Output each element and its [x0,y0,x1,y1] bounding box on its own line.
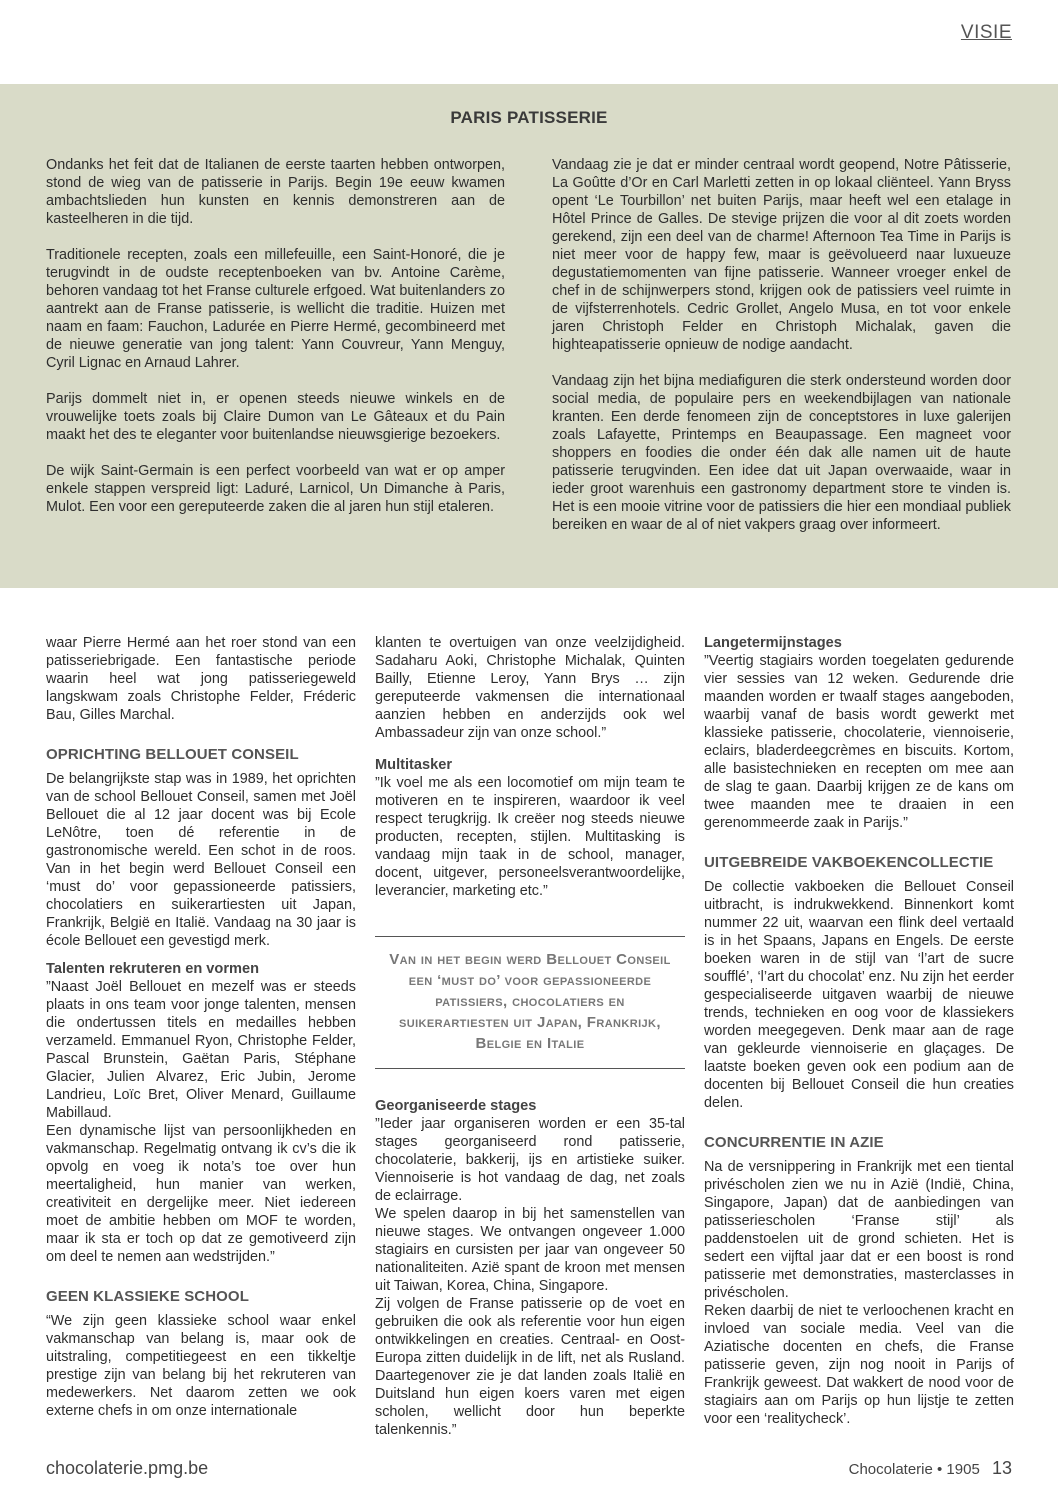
body-paragraph: We spelen daarop in bij het samenstellen van nieuwe stages. We ontvangen ongeveer 1.000 stagiairs en cursisten per jaar van ongeveer 50 nationaliteiten. Azië spant de kroon met mensen uit Taiwan, Korea, China, Singapore. [375,1206,685,1294]
footer-page-info [849,1458,1012,1479]
body-paragraph: Na de versnippering in Frankrijk met een tiental privéscholen zien we nu in Azië (Indië, China, Singapore, Japan) dat de aanbiedingen van patisseriescholen ‘Franse stijl’ als paddenstoelen uit de grond schieten. Het is sedert een vijftal jaar dat er een boost is rond patisserie met demonstraties, masterclasses in privéscholen. [704,1159,1014,1301]
article-column-3 [704,634,1014,1428]
section-heading: CONCURRENTIE IN AZIE [704,1134,884,1151]
feature-box-left-column [46,156,505,534]
feature-paragraph: Vandaag zie je dat er minder centraal wordt geopend, Notre Pâtisserie, La Goûtte d’Or en Carl Marletti zetten in op lokaal cliënteel. Yann Bryss opent ‘Le Tourbillon’ net buiten Parijs, maar heeft wel een etalage in Hôtel Prince de Galles. De stevige prijzen die voor al dit zoets worden gerekend, zijn een deel van de charme! Afternoon Tea Time in Parijs is niet meer voor de happy few, maar is geëvolueerd naar luxueuze degustatiemomenten van fijne patisserie. Wanneer vroeger enkel de chef in de schijnwerpers stond, krijgen ook de patissiers veel ruimte in de vijfsterrenhotels. Cedric Grollet, Angelo Musa, en tot voor enkele jaren Christoph Felder en Christoph Michalak, gaven die highteapatisserie opnieuw de nodige aandacht. [552,157,1011,353]
feature-paragraph: Traditionele recepten, zoals een millefeuille, een Saint-Honoré, die je terugvindt in de oudste receptenboeken van bv. Antoine Carème, behoren vandaag tot het Franse culturele erfgoed. Wat buitenlanders zo aantrekt aan de Franse patisserie, is wellicht die traditie. Huizen met naam en faam: Fauchon, Ladurée en Pierre Hermé, gecombineerd met de nieuwe generatie van jong talent: Yann Couvreur, Yann Menguy, Cyril Lignac en Arnaud Lahrer. [46,247,505,371]
feature-box-right-column [552,156,1011,552]
page-number: 13 [991,1458,1012,1478]
subheading: Multitasker [375,757,453,773]
body-paragraph: De belangrijkste stap was in 1989, het oprichten van de school Bellouet Conseil, samen met Joël Bellouet die al 12 jaar docent was bij Ecole LeNôtre, toen dé referentie in de gastronomische wereld. Een schot in de roos. Van in het begin werd Bellouet Conseil een ‘must do’ voor gepassioneerde patissiers, chocolatiers en suikerartiesten uit Japan, Frankrijk, België en Italië. Vandaag na 30 jaar is école Bellouet een gevestigd merk. [46,771,356,949]
section-heading: GEEN KLASSIEKE SCHOOL [46,1288,249,1305]
body-paragraph: Een dynamische lijst van persoonlijkheden en vakmanschap. Regelmatig ontvang ik cv’s die ik opvolg en voeg ik nota’s toe over hun meertaligheid, hun manier van werken, creativiteit en dergelijke meer. Niet iedereen moet de ambitie hebben om MOF te worden, maar ik sta er toch op dat ze gemotiveerd zijn om deel te nemen aan wedstrijden.” [46,1123,356,1265]
body-paragraph: Zij volgen de Franse patisserie op de voet en gebruiken die ook als referentie voor hun eigen ontwikkelingen en creaties. Centraal- en Oost-Europa zitten duidelijk in de lift, net als Rusland. Daartegenover zie je dat landen zoals Italië en Duitsland hun eigen koers varen met eigen scholen, wellicht door hun beperkte talenkennis.” [375,1296,685,1438]
section-heading: UITGEBREIDE VAKBOEKENCOLLECTIE [704,854,994,871]
body-paragraph: ”Ik voel me als een locomotief om mijn team te motiveren en te inspireren, waardoor ik veel respect terugkrijg. Ik creëer nog steeds nieuwe producten, recepten, stijlen. Multitasking is vandaag mijn taak in de school, manager, docent, uitgever, personeelsverantwoordelijke, leverancier, marketing etc.” [375,775,685,899]
body-paragraph: waar Pierre Hermé aan het roer stond van een patisseriebrigade. Een fantastische periode waarin heel wat jong patisseriegeweld langskwam zoals Christophe Felder, Fréderic Bau, Gilles Marchal. [46,635,356,723]
subheading: Talenten rekruteren en vormen [46,961,260,977]
section-heading: OPRICHTING BELLOUET CONSEIL [46,746,299,763]
body-paragraph: Reken daarbij de niet te verloochenen kracht en invloed van sociale media. Veel van die Aziatische docenten en chefs, die Franse patisserie geven, zijn nog nooit in Parijs of Frankrijk geweest. Dat wakkert de nood voor de stagiairs aan om Parijs op hun lijstje te zetten voor een ‘realitycheck’. [704,1303,1014,1427]
body-paragraph: klanten te overtuigen van onze veelzijdigheid. Sadaharu Aoki, Christophe Michalak, Quinten Bailly, Etienne Leroy, Yann Brys … zijn gereputeerde vakmensen die internationaal aanzien hebben en anderzijds ook wel Ambassadeur zijn van onze school.” [375,635,685,741]
subheading: Langetermijnstages [704,635,842,651]
feature-paragraph: Ondanks het feit dat de Italianen de eerste taarten hebben ontworpen, stond de wieg van de patisserie in Parijs. Begin 19e eeuw kwamen ambachtslieden hun kunsten en kennis demonstreren aan de kasteelheren in die tijd. [46,157,505,227]
feature-paragraph: Parijs dommelt niet in, er openen steeds nieuwe winkels en de vrouwelijke toets zoals bij Claire Dumon van Le Gâteaux et du Pain maakt het des te eleganter voor buitenlandse nieuwsgierige bezoekers. [46,391,505,443]
section-label: VISIE [960,22,1012,43]
footer-website-link[interactable]: chocolaterie.pmg.be [46,1458,209,1478]
magazine-issue: Chocolaterie • 1905 [848,1461,980,1478]
body-paragraph: “We zijn geen klassieke school waar enkel vakmanschap van belang is, maar ook de uitstraling, competitiegeest en een tikkeltje prestige zijn van belang bij het rekruteren van medewerkers. Net daarom zetten we ook externe chefs in om onze internationale [46,1313,356,1419]
subheading: Georganiseerde stages [375,1098,537,1114]
feature-box-title: PARIS PATISSERIE [450,108,608,127]
article-column-2 [375,634,685,1439]
feature-paragraph: Vandaag zijn het bijna mediafiguren die sterk ondersteund worden door social media, de populaire pers en weekendbijlagen van nationale kranten. Een derde fenomeen zijn de conceptstores in luxe galerijen zoals Lafayette, Printemps en Beaupassage. Een magneet voor shoppers en foodies die onder één dak alle namen uit de haute patisserie terugvinden. Een idee dat uit Japan overwaaide, waar in ieder groot warenhuis een gastronomy department store te vinden is. Het is een mooie vitrine voor de patissiers die hier een mondiaal publiek bereiken en waar de al of niet vakpers graag over informeert. [552,373,1011,533]
body-paragraph: ”Naast Joël Bellouet en mezelf was er steeds plaats in ons team voor jonge talenten, mensen die ondertussen titels en medailles hebben verzameld. Emmanuel Ryon, Christophe Felder, Pascal Brunstein, Gaëtan Paris, Stéphane Glacier, Julien Alvarez, Eric Jubin, Jerome Landrieu, Loïc Bret, Oliver Menard, Guillaume Mabillaud. [46,979,356,1121]
body-paragraph: ”Veertig stagiairs worden toegelaten gedurende vier sessies van 12 weken. Gedurende drie maanden worden er twaalf stages aangeboden, waarbij vanaf de basis wordt gewerkt met klassieke patisserie, chocolaterie, viennoiserie, eclairs, bladerdeegcrèmes en biscuits. Kortom, alle basistechnieken en recepten om mee aan de slag te gaan. Daarbij krijgen ze de kans om twee maanden mee te draaien in een gerenommeerde zaak in Parijs.” [704,653,1014,831]
body-paragraph: ”Ieder jaar organiseren worden er een 35-tal stages georganiseerd rond patisserie, chocolaterie, bakkerij, ijs en artistieke suiker. Viennoiserie is hot vandaag de dag, net zoals de eclairrage. [375,1116,685,1204]
article-column-1 [46,634,356,1420]
feature-paragraph: De wijk Saint-Germain is een perfect voorbeeld van wat er op amper enkele stappen verspreid ligt: Laduré, Larnicol, Un Dimanche à Paris, Mulot. Een voor een gereputeerde zaken die al jaren hun stijl etaleren. [46,463,505,515]
pull-quote: Van in het begin werd Bellouet Conseil een ‘must do’ voor gepassioneerde patissiers, chocolatiers en suikerartiesten uit Japan, Frankrijk, Belgie en Italie [375,936,685,1069]
body-paragraph: De collectie vakboeken die Bellouet Conseil uitbracht, is indrukwekkend. Binnenkort komt nummer 22 uit, waarvan een flink deel vertaald is in het Spaans, Japans en Engels. De eerste boeken waren in de stijl van ‘l’art de sucre soufflé’, ‘l’art du chocolat’ enz. Nu zijn het eerder gespecialiseerde uitgaven waarbij de nieuwe trends, technieken en oog voor de klassiekers worden meegegeven. Denk maar aan de rage van gekleurde viennoiserie en glaçages. De laatste boeken geven ook een podium aan de docenten bij Bellouet Conseil die hun creaties delen. [704,879,1014,1111]
